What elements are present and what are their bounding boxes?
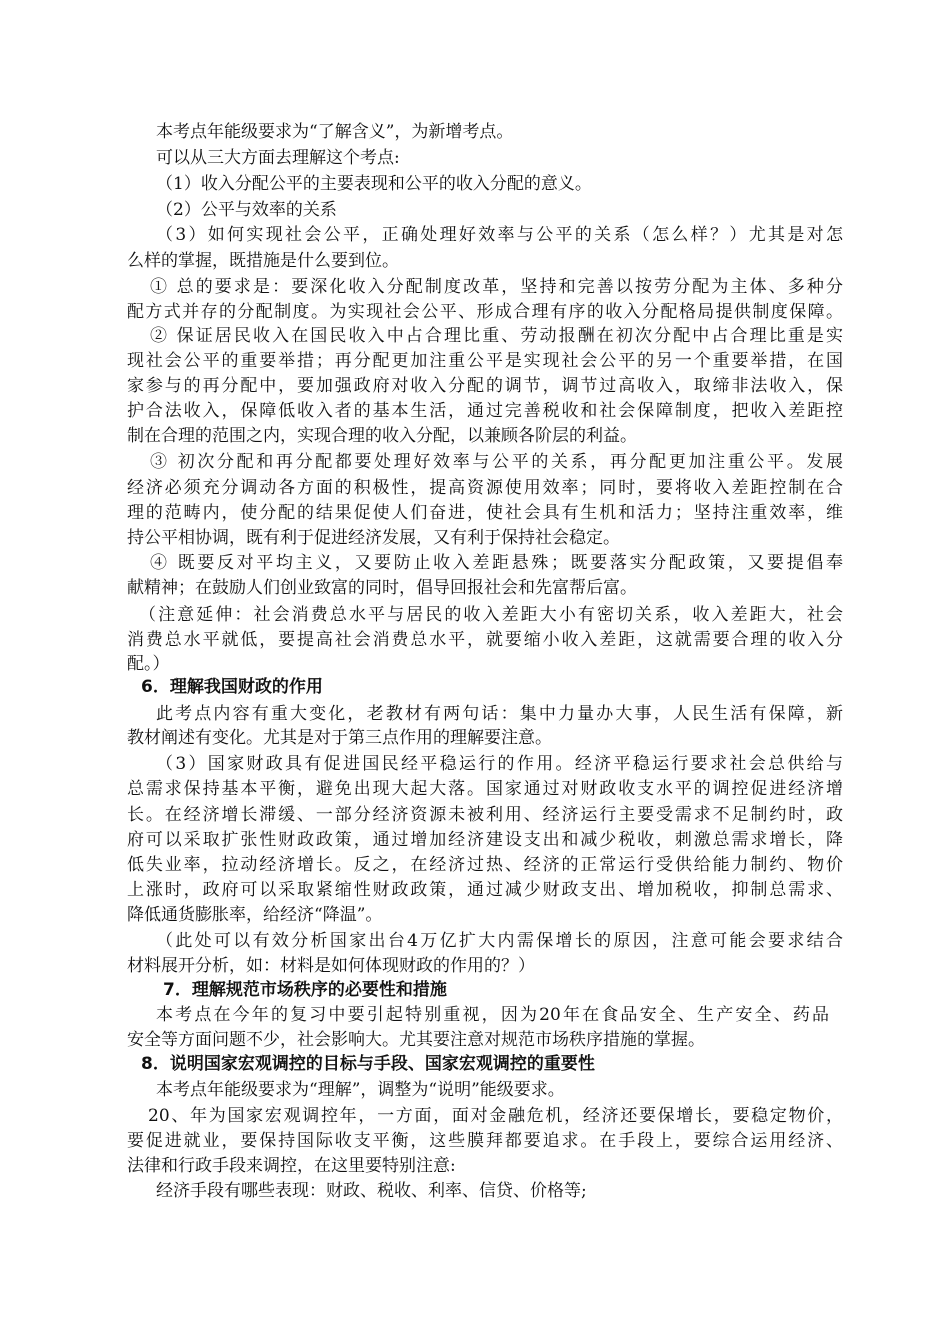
text-line: ② 保证居民收入在国民收入中占合理比重、劳动报酬在初次分配中占合理比重是实 — [150, 326, 843, 346]
text-line: 长。在经济增长滞缓、一部分经济资源未被利用、经济运行主要受需求不足制约时，政 — [127, 805, 843, 825]
text-line: 献精神；在鼓励人们创业致富的同时，倡导回报社会和先富帮后富。 — [127, 578, 637, 598]
text-line: 20、年为国家宏观调控年，一方面，面对金融危机，经济还要保增长，要稳定物价， — [148, 1106, 843, 1126]
text-line: 教材阐述有变化。尤其是对于第三点作用的理解要注意。 — [127, 728, 552, 748]
text-line: 本考点年能级要求为“了解含义”，为新增考点。 — [156, 122, 514, 142]
text-line: 法律和行政手段来调控，在这里要特别注意: — [127, 1156, 456, 1176]
section-heading: 7．理解规范市场秩序的必要性和措施 — [163, 980, 447, 1000]
text-line: （3）如何实现社会公平，正确处理好效率与公平的关系（怎么样？）尤其是对怎 — [156, 225, 843, 245]
text-line: （1）收入分配公平的主要表现和公平的收入分配的意义。 — [156, 174, 592, 194]
text-line: 降低通货膨胀率，给经济“降温”。 — [127, 905, 383, 925]
section-heading: 8．说明国家宏观调控的目标与手段、国家宏观调控的重要性 — [141, 1054, 595, 1074]
text-line: 本考点年能级要求为“理解”，调整为“说明”能级要求。 — [156, 1080, 565, 1100]
text-line: 安全等方面问题不少，社会影响大。尤其要注意对规范市场秩序措施的掌握。 — [127, 1030, 705, 1050]
text-line: ① 总的要求是：要深化收入分配制度改革，坚持和完善以按劳分配为主体、多种分 — [150, 277, 843, 297]
text-line: 么样的掌握，既措施是什么要到位。 — [127, 251, 399, 271]
text-line: 持公平相协调，既有利于促进经济发展，又有利于保持社会稳定。 — [127, 528, 620, 548]
text-line: （3）国家财政具有促进国民经平稳运行的作用。经济平稳运行要求社会总供给与 — [156, 754, 843, 774]
text-line: 家参与的再分配中，要加强政府对收入分配的调节，调节过高收入，取缔非法收入，保 — [127, 376, 843, 396]
section-heading: 6．理解我国财政的作用 — [141, 677, 323, 697]
text-line: 本考点在今年的复习中要引起特别重视，因为20年在食品安全、生产安全、药品 — [156, 1005, 829, 1025]
text-line: 低失业率，拉动经济增长。反之，在经济过热、经济的正常运行受供给能力制约、物价 — [127, 855, 843, 875]
text-line: 理的范畴内，使分配的结果促使人们奋进，使社会具有生机和活力；坚持注重效率，维 — [127, 503, 843, 523]
text-line: 上涨时，政府可以采取紧缩性财政政策，通过减少财政支出、增加税收，抑制总需求、 — [127, 880, 843, 900]
text-line: （注意延伸：社会消费总水平与居民的收入差距大小有密切关系，收入差距大，社会 — [139, 605, 843, 625]
text-line: 经济手段有哪些表现：财政、税收、利率、信贷、价格等; — [156, 1181, 587, 1201]
text-line: 材料展开分析，如：材料是如何体现财政的作用的？） — [127, 956, 535, 976]
text-line: ③ 初次分配和再分配都要处理好效率与公平的关系，再分配更加注重公平。发展 — [150, 452, 843, 472]
text-line: ④ 既要反对平均主义，又要防止收入差距悬殊；既要落实分配政策，又要提倡奉 — [150, 553, 843, 573]
text-line: 配。） — [127, 654, 170, 674]
text-line: 护合法收入，保障低收入者的基本生活，通过完善税收和社会保障制度，把收入差距控 — [127, 401, 843, 421]
text-line: （2）公平与效率的关系 — [156, 200, 337, 220]
text-line: 消费总水平就低，要提高社会消费总水平，就要缩小收入差距，这就需要合理的收入分 — [127, 630, 843, 650]
text-line: 府可以采取扩张性财政政策，通过增加经济建设支出和减少税收，刺激总需求增长，降 — [127, 830, 843, 850]
text-line: 此考点内容有重大变化，老教材有两句话：集中力量办大事，人民生活有保障，新 — [156, 704, 843, 724]
text-line: （此处可以有效分析国家出台4万亿扩大内需保增长的原因，注意可能会要求结合 — [156, 931, 843, 951]
text-line: 经济必须充分调动各方面的积极性，提高资源使用效率；同时，要将收入差距控制在合 — [127, 478, 843, 498]
text-line: 总需求保持基本平衡，避免出现大起大落。国家通过对财政收支水平的调控促进经济增 — [127, 779, 843, 799]
text-line: 可以从三大方面去理解这个考点: — [156, 148, 400, 168]
text-line: 制在合理的范围之内，实现合理的收入分配，以兼顾各阶层的利益。 — [127, 426, 637, 446]
text-line: 配方式并存的分配制度。为实现社会公平、形成合理有序的收入分配格局提供制度保障。 — [127, 302, 843, 322]
text-line: 现社会公平的重要举措；再分配更加注重公平是实现社会公平的另一个重要举措，在国 — [127, 351, 843, 371]
text-line: 要促进就业，要保持国际收支平衡，这些膜拜都要追求。在手段上，要综合运用经济、 — [127, 1131, 843, 1151]
